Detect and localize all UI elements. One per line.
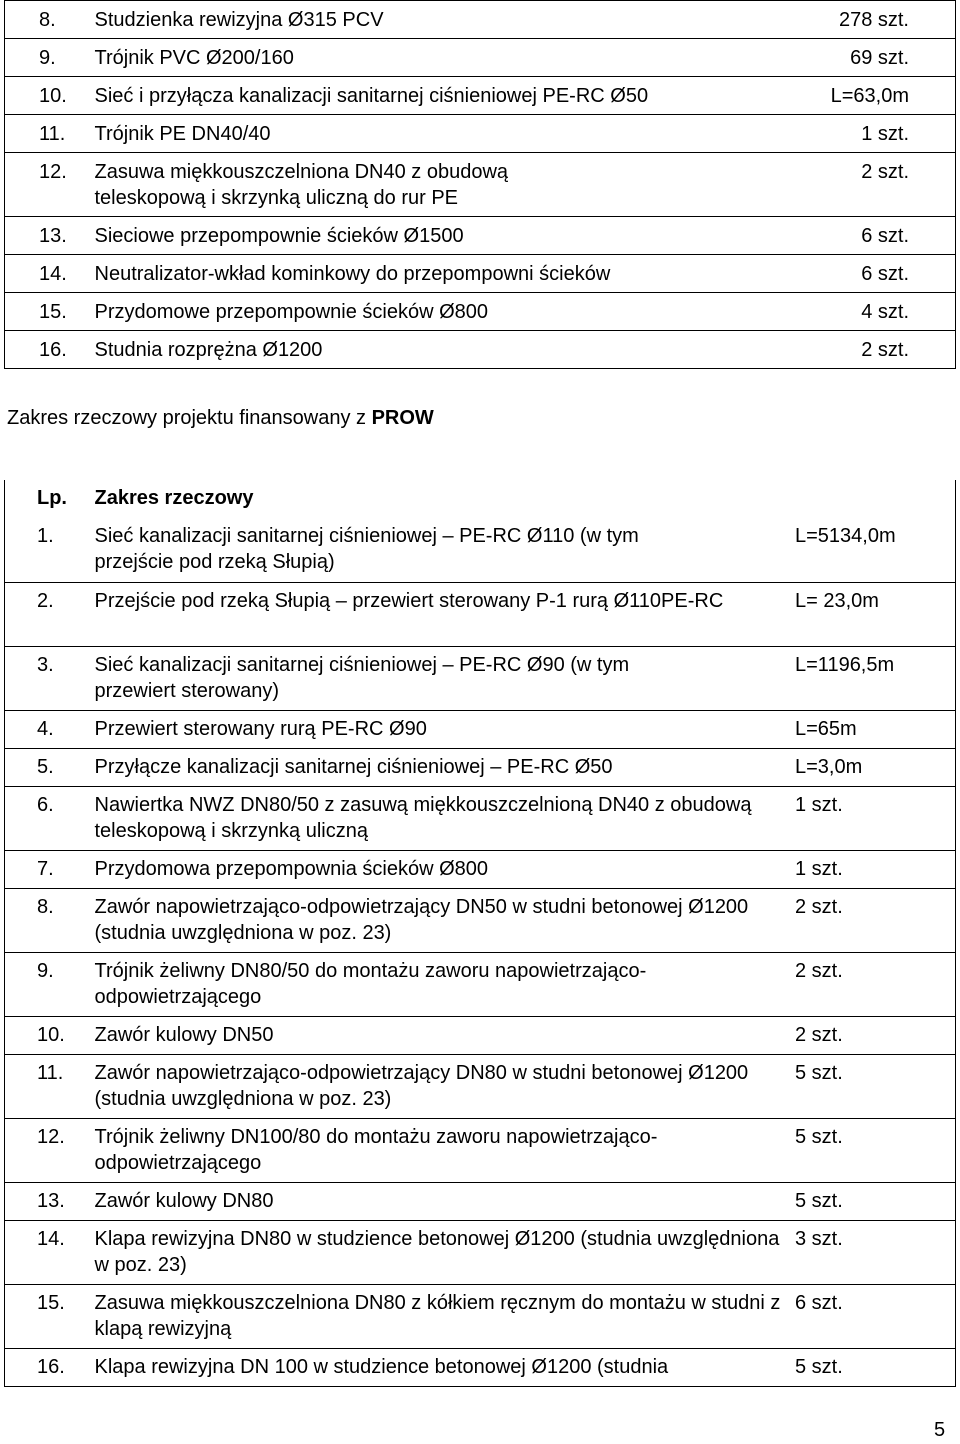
header-lp: Lp. [5,480,93,518]
row-number: 16. [5,331,89,369]
row-number: 10. [5,1016,93,1054]
row-description: Trójnik PVC Ø200/160 [89,39,756,77]
table-row [5,255,956,293]
row-description: Zawór napowietrzająco-odpowietrzający DN80 w studni betonowej Ø1200 (studnia uwzględniona w poz. 23) [93,1054,796,1118]
row-number: 11. [5,1054,93,1118]
row-number: 12. [5,153,89,217]
table-row [5,1,956,39]
row-quantity: L= 23,0m [795,582,956,646]
section-heading-bold: PROW [371,407,434,429]
row-description: Zasuwa miękkouszczelniona DN80 z kółkiem ręcznym do montażu w studni z klapą rewizyjną [93,1284,796,1348]
row-quantity: 2 szt. [795,952,956,1016]
row-number: 9. [5,952,93,1016]
row-quantity: 6 szt. [756,255,956,293]
row-quantity: 5 szt. [795,1054,956,1118]
row-number: 3. [5,646,93,710]
table-row [5,710,956,748]
row-number: 13. [5,1182,93,1220]
row-quantity: 2 szt. [756,331,956,369]
table-header-row [5,480,956,518]
row-quantity: 5 szt. [795,1118,956,1182]
row-number: 1. [5,518,93,582]
row-number: 2. [5,582,93,646]
row-number: 7. [5,850,93,888]
table-row [5,1182,956,1220]
table-row [5,1348,956,1386]
row-description: Zawór napowietrzająco-odpowietrzający DN50 w studni betonowej Ø1200 (studnia uwzględniona w poz. 23) [93,888,796,952]
row-description: Przydomowe przepompownie ścieków Ø800 [89,293,756,331]
table-row [5,39,956,77]
row-quantity: 2 szt. [756,153,956,217]
row-description: Przydomowa przepompownia ścieków Ø800 [93,850,796,888]
header-qty [795,480,956,518]
row-number: 5. [5,748,93,786]
table-row [5,153,956,217]
section-heading [7,405,434,431]
table-row [5,888,956,952]
row-description: Studnia rozprężna Ø1200 [89,331,756,369]
row-description: Zawór kulowy DN50 [93,1016,796,1054]
row-number: 12. [5,1118,93,1182]
table-row [5,582,956,646]
row-number: 10. [5,77,89,115]
row-number: 15. [5,1284,93,1348]
row-number: 4. [5,710,93,748]
row-number: 13. [5,217,89,255]
row-quantity: L=65m [795,710,956,748]
row-description: Trójnik żeliwny DN80/50 do montażu zaworu napowietrzająco-odpowietrzającego [93,952,796,1016]
row-quantity: 2 szt. [795,888,956,952]
table-row [5,115,956,153]
row-quantity: L=5134,0m [795,518,956,582]
row-number: 8. [5,888,93,952]
row-description: Zawór kulowy DN80 [93,1182,796,1220]
row-quantity: 5 szt. [795,1182,956,1220]
row-number: 8. [5,1,89,39]
row-quantity: 6 szt. [756,217,956,255]
table-row [5,646,956,710]
table-row [5,748,956,786]
row-description: Przejście pod rzeką Słupią – przewiert sterowany P-1 rurą Ø110PE-RC [93,582,796,646]
row-description: Klapa rewizyjna DN 100 w studzience betonowej Ø1200 (studnia [93,1348,796,1386]
table-row [5,952,956,1016]
table-row [5,1016,956,1054]
row-description: Sieć i przyłącza kanalizacji sanitarnej ciśnieniowej PE-RC Ø50 [89,77,756,115]
row-quantity: 2 szt. [795,1016,956,1054]
row-number: 9. [5,39,89,77]
row-quantity: 3 szt. [795,1220,956,1284]
row-description: Sieć kanalizacji sanitarnej ciśnieniowej – PE-RC Ø110 (w tym przejście pod rzeką Słupią) [93,518,796,582]
row-quantity: 5 szt. [795,1348,956,1386]
row-quantity: 1 szt. [756,115,956,153]
table-row [5,331,956,369]
row-quantity: 4 szt. [756,293,956,331]
table-row [5,1220,956,1284]
row-quantity: 1 szt. [795,786,956,850]
row-quantity: L=1196,5m [795,646,956,710]
table-row [5,217,956,255]
row-description: Klapa rewizyjna DN80 w studzience betonowej Ø1200 (studnia uwzględniona w poz. 23) [93,1220,796,1284]
table-row [5,293,956,331]
materials-table-1 [4,0,956,369]
row-description: Studzienka rewizyjna Ø315 PCV [89,1,756,39]
row-description: Trójnik żeliwny DN100/80 do montażu zaworu napowietrzająco-odpowietrzającego [93,1118,796,1182]
table-row [5,518,956,582]
row-number: 15. [5,293,89,331]
row-number: 16. [5,1348,93,1386]
row-quantity: 6 szt. [795,1284,956,1348]
row-description: Przyłącze kanalizacji sanitarnej ciśnieniowej – PE-RC Ø50 [93,748,796,786]
table-row [5,786,956,850]
scope-table [4,480,956,1387]
row-description: Sieciowe przepompownie ścieków Ø1500 [89,217,756,255]
row-quantity: L=63,0m [756,77,956,115]
row-number: 11. [5,115,89,153]
row-quantity: 69 szt. [756,39,956,77]
table-row [5,1118,956,1182]
row-description: Neutralizator-wkład kominkowy do przepompowni ścieków [89,255,756,293]
header-desc: Zakres rzeczowy [94,487,254,509]
row-description: Nawiertka NWZ DN80/50 z zasuwą miękkouszczelnioną DN40 z obudową teleskopową i skrzynką uliczną [93,786,796,850]
row-description: Trójnik PE DN40/40 [89,115,756,153]
table-row [5,1054,956,1118]
table-row [5,850,956,888]
row-number: 14. [5,255,89,293]
page-number: 5 [934,1419,946,1441]
row-quantity: L=3,0m [795,748,956,786]
row-number: 6. [5,786,93,850]
row-quantity: 278 szt. [756,1,956,39]
row-number: 14. [5,1220,93,1284]
row-description: Przewiert sterowany rurą PE-RC Ø90 [93,710,796,748]
row-quantity: 1 szt. [795,850,956,888]
section-heading-text: Zakres rzeczowy projektu finansowany z [7,407,372,429]
row-description: Zasuwa miękkouszczelniona DN40 z obudową teleskopową i skrzynką uliczną do rur PE [89,153,756,217]
table-row [5,77,956,115]
row-description: Sieć kanalizacji sanitarnej ciśnieniowej – PE-RC Ø90 (w tym przewiert sterowany) [93,646,796,710]
table-row [5,1284,956,1348]
